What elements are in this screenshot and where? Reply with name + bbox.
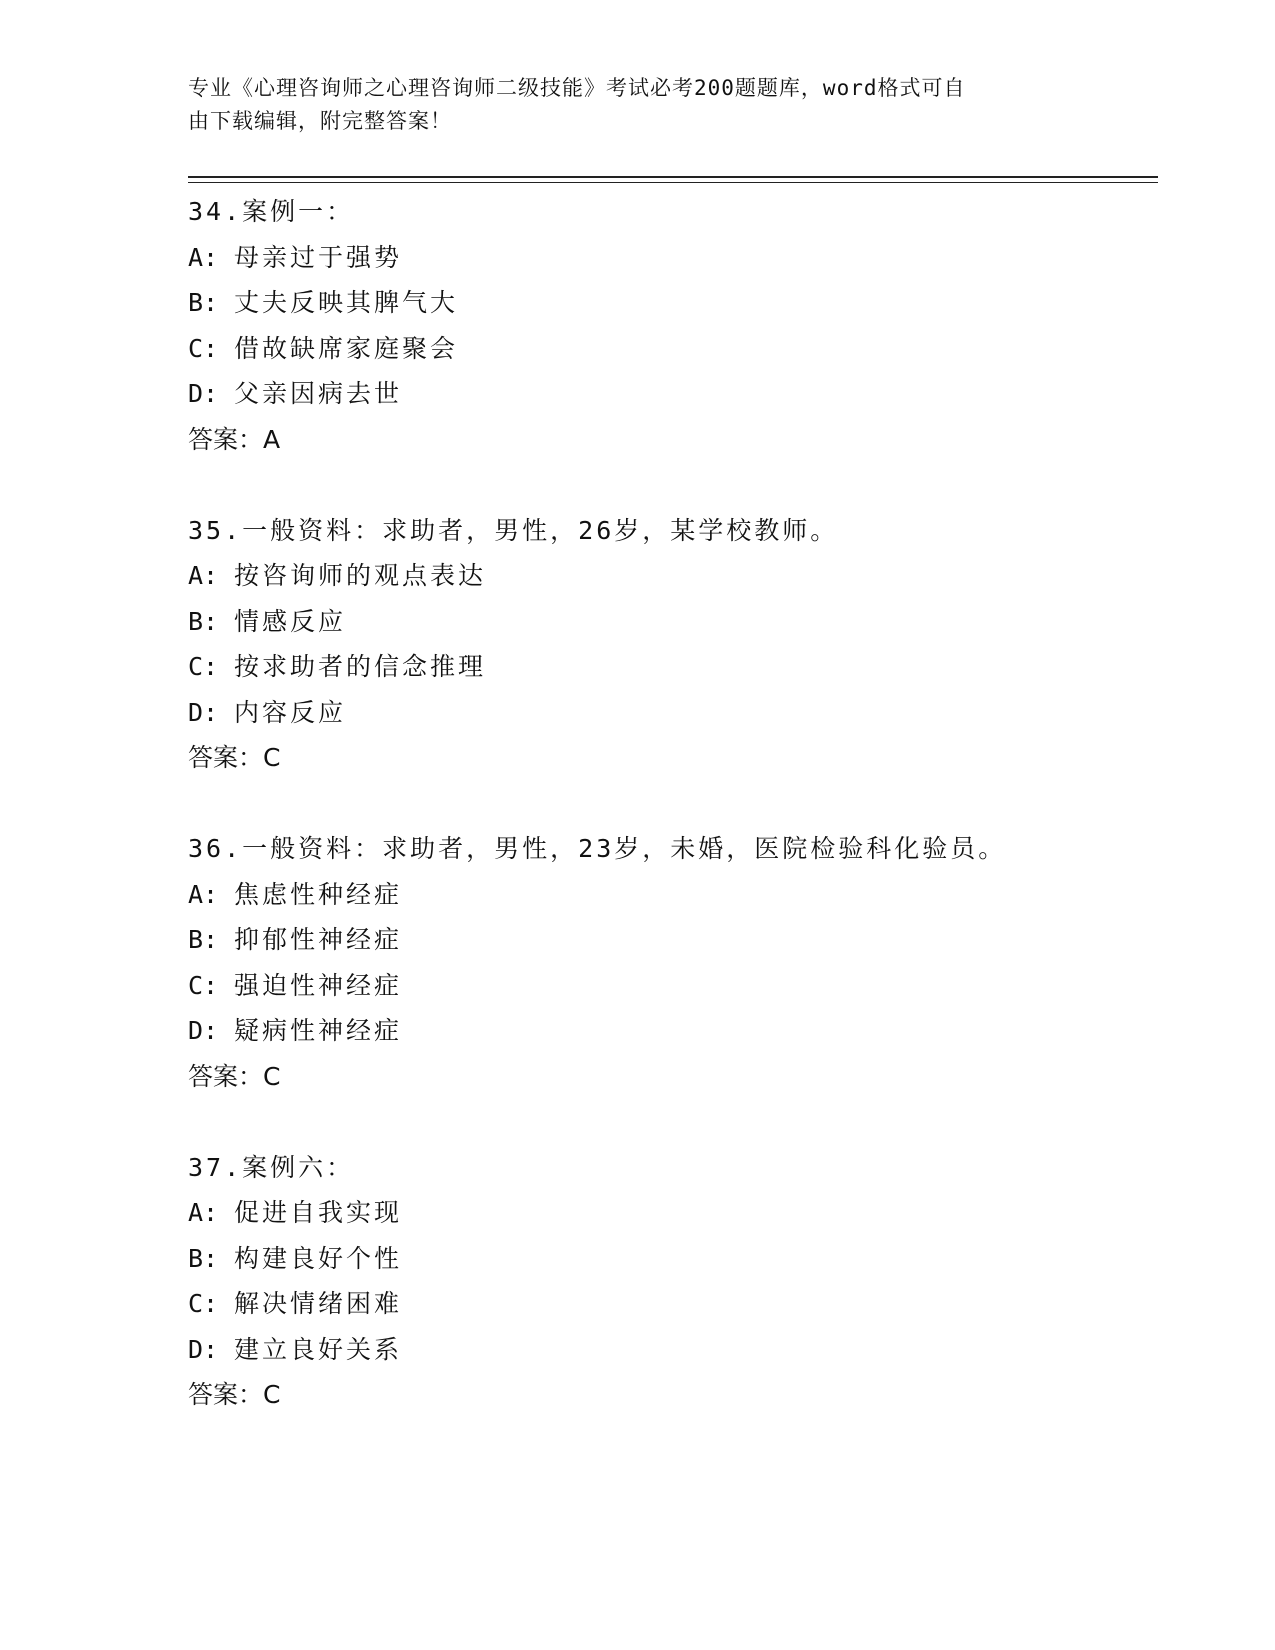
option-letter: C: bbox=[188, 1289, 219, 1318]
option-b bbox=[188, 599, 1158, 645]
option-text: 疑病性神经症 bbox=[234, 1016, 403, 1045]
option-text: 建立良好关系 bbox=[234, 1334, 403, 1364]
answer-line: 答案：C bbox=[188, 1061, 281, 1091]
option-text: 丈夫反映其脾气大 bbox=[234, 288, 459, 317]
option-text: 按咨询师的观点表达 bbox=[234, 561, 487, 590]
question-36 bbox=[188, 826, 1158, 1100]
option-letter: A: bbox=[188, 242, 219, 272]
header-divider-thin bbox=[188, 182, 1158, 183]
question-title: 36.一般资料：求助者，男性，23岁，未婚，医院检验科化验员。 bbox=[188, 834, 1007, 863]
option-b bbox=[188, 280, 1158, 326]
option-letter: C: bbox=[188, 652, 219, 681]
option-letter: B: bbox=[188, 1243, 219, 1273]
option-text: 母亲过于强势 bbox=[234, 242, 403, 272]
option-a bbox=[188, 553, 1158, 599]
option-letter: C: bbox=[188, 970, 219, 1000]
option-a bbox=[188, 1190, 1158, 1236]
option-b bbox=[188, 1236, 1158, 1282]
option-letter: A: bbox=[188, 1198, 219, 1227]
option-text: 情感反应 bbox=[234, 606, 347, 636]
answer-line: 答案：A bbox=[188, 424, 281, 454]
option-text: 借故缺席家庭聚会 bbox=[234, 333, 459, 363]
question-34 bbox=[188, 189, 1158, 463]
option-d bbox=[188, 1008, 1158, 1054]
question-title: 34.案例一： bbox=[188, 197, 355, 226]
option-text: 父亲因病去世 bbox=[234, 379, 403, 408]
question-list bbox=[188, 189, 1158, 1463]
header-line-1: 专业《心理咨询师之心理咨询师二级技能》考试必考200题题库，word格式可自 bbox=[188, 76, 966, 100]
option-d bbox=[188, 371, 1158, 417]
option-text: 抑郁性神经症 bbox=[234, 925, 403, 954]
option-letter: D: bbox=[188, 697, 219, 727]
option-text: 强迫性神经症 bbox=[234, 970, 403, 1000]
option-d bbox=[188, 1327, 1158, 1373]
document-header bbox=[188, 72, 1068, 138]
option-d bbox=[188, 690, 1158, 736]
header-divider-thick bbox=[188, 176, 1158, 178]
option-letter: A: bbox=[188, 561, 219, 590]
option-letter: B: bbox=[188, 925, 219, 954]
option-letter: D: bbox=[188, 379, 219, 408]
option-text: 构建良好个性 bbox=[234, 1243, 403, 1273]
header-line-2: 由下载编辑，附完整答案！ bbox=[188, 109, 452, 133]
option-letter: C: bbox=[188, 333, 219, 363]
option-c bbox=[188, 963, 1158, 1009]
option-text: 按求助者的信念推理 bbox=[234, 652, 487, 681]
option-text: 促进自我实现 bbox=[234, 1198, 403, 1227]
option-a bbox=[188, 235, 1158, 281]
option-a bbox=[188, 872, 1158, 918]
option-letter: A: bbox=[188, 879, 219, 909]
question-title: 37.案例六： bbox=[188, 1152, 355, 1182]
answer-line: 答案：C bbox=[188, 743, 281, 772]
option-b bbox=[188, 917, 1158, 963]
option-text: 内容反应 bbox=[234, 697, 347, 727]
option-text: 焦虑性种经症 bbox=[234, 879, 403, 909]
option-letter: D: bbox=[188, 1334, 219, 1364]
option-c bbox=[188, 644, 1158, 690]
question-35 bbox=[188, 508, 1158, 782]
option-letter: D: bbox=[188, 1016, 219, 1045]
answer-line: 答案：C bbox=[188, 1380, 281, 1409]
option-text: 解决情绪困难 bbox=[234, 1289, 403, 1318]
option-letter: B: bbox=[188, 288, 219, 317]
question-37 bbox=[188, 1145, 1158, 1419]
option-c bbox=[188, 326, 1158, 372]
question-title: 35.一般资料：求助者，男性，26岁，某学校教师。 bbox=[188, 515, 839, 545]
option-letter: B: bbox=[188, 606, 219, 636]
option-c bbox=[188, 1281, 1158, 1327]
